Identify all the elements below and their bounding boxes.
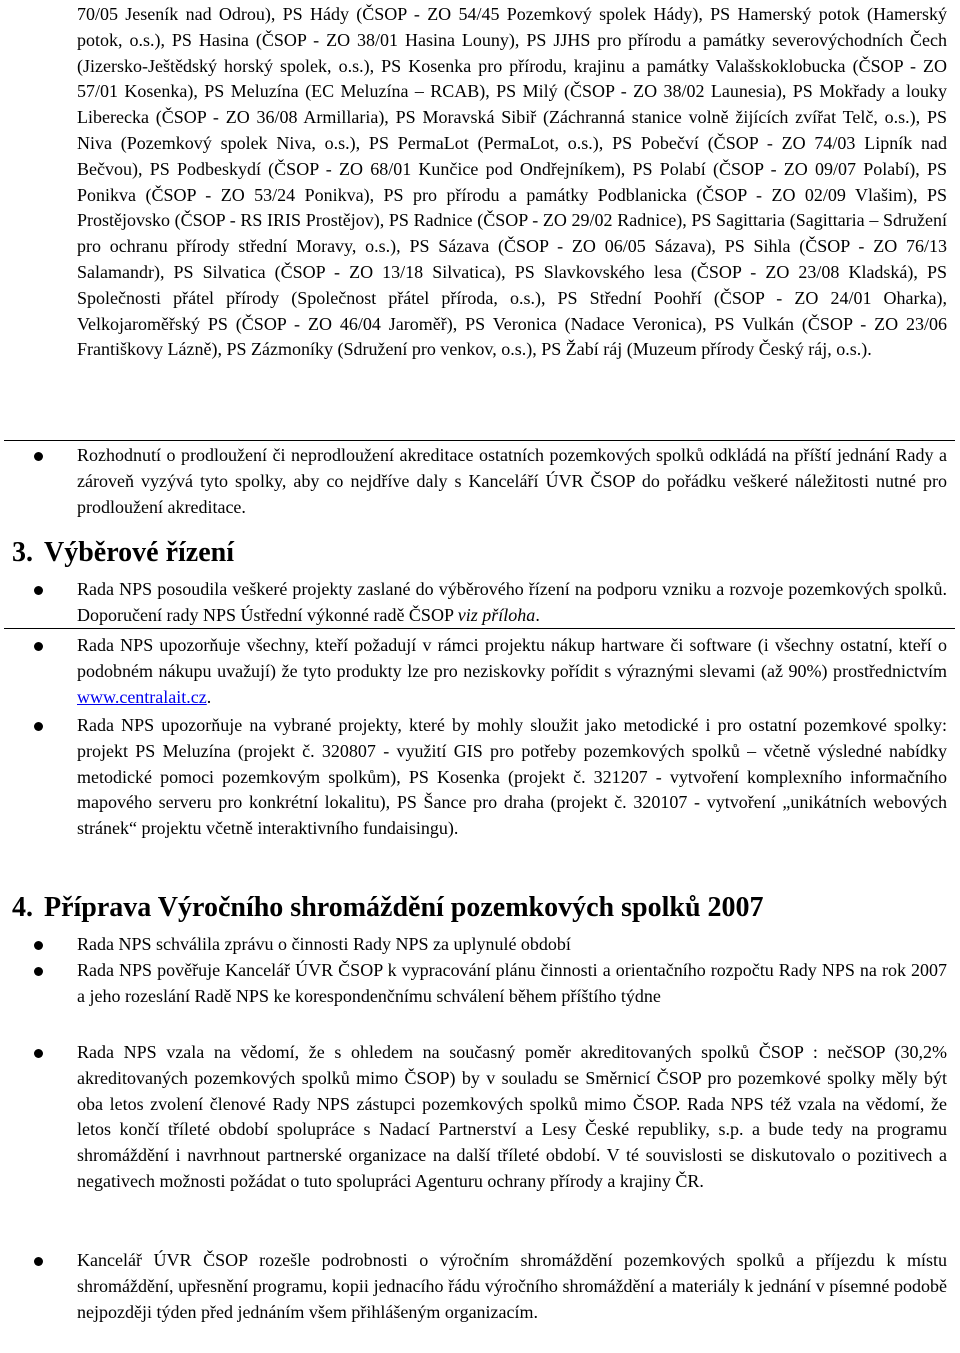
section-4-title: Příprava Výročního shromáždění pozemkových spolků 2007 [44, 892, 764, 923]
s3-b1-italic: viz příloha [457, 604, 536, 625]
s4-bullet-3-text: Rada NPS vzala na vědomí, že s ohledem na současný poměr akreditovaných spolků ČSOP : nečSOP (30,2% akreditovaných pozemkových spolků mimo ČSOP) by v souladu se Směrnicí ČSOP pro pozemkové spolky měly být oba letos zvolení členové Rady NPS zástupci pozemkových spolků mimo ČSOP. Rada NPS též vzala na vědomí, že letos končí tříleté období spolupráce s Nadací Partnerství a Lesy České republiky, s.p. a bude tedy na programu shromáždění i navrhnout partnerské organizace na další tříleté období. V té souvislosti se diskutovalo o pozitivech a negativech možnosti požádat o tuto spolupráci Agenturu ochrany přírody a krajiny ČR. [77, 1042, 947, 1191]
bullet-icon [34, 452, 43, 461]
s3-bullet-2-text [77, 633, 947, 710]
list-item-s4-2 [0, 958, 960, 1010]
list-item-s3-2 [0, 633, 960, 710]
s4-bullet-1-text: Rada NPS schválila zprávu o činnosti Rady NPS za uplynulé období [77, 934, 571, 954]
section-4-heading [12, 892, 764, 924]
s3-bullet-3-text: Rada NPS upozorňuje na vybrané projekty, které by mohly sloužit jako metodické i pro ostatní pozemkové spolky: projekt PS Meluzína (projekt č. 320807 - využití GIS pro potřeby pozemkových spolků – včetně výsledné nabídky metodické pomoci pozemkovým spolkům), PS Kosenka (projekt č. 321207 - vytvoření komplexního informačního mapového serveru pro konkrétní lokalitu), PS Šance pro draha (projekt č. 320107 - vytvoření „unikátních webových stránek“ projektu včetně interaktivního fundaisingu). [77, 715, 947, 839]
section-3-number: 3. [12, 537, 33, 568]
bullet-icon [34, 941, 43, 950]
section-3-title: Výběrové řízení [44, 537, 234, 568]
centralait-link[interactable]: www.centralait.cz [77, 686, 207, 707]
list-item-s3-3 [0, 713, 960, 842]
bullet-icon [34, 1257, 43, 1266]
divider-line [4, 440, 955, 441]
s4-bullet-4-text: Kancelář ÚVR ČSOP rozešle podrobnosti o výročním shromáždění pozemkových spolků a příjezdu k místu shromáždění, upřesnění programu, kopii jednacího řádu výročního shromáždění a materiály k jednání v písemné podobě nejpozději týden před jednáním všem přihlášeným organizacím. [77, 1250, 947, 1322]
bullet-icon [34, 967, 43, 976]
s3-b2-text: Rada NPS upozorňuje všechny, kteří požadují v rámci projektu nákup hartware či software (i všechny ostatní, kteří o podobném nákupu uvažují) že tyto produkty lze pro neziskovky pořídit s výraznými slevami (až 90%) prostřednictvím [77, 635, 947, 681]
list-item-s4-3 [0, 1040, 960, 1195]
divider-line [4, 628, 955, 629]
s3-b1-text: Rada NPS posoudila veškeré projekty zaslané do výběrového řízení na podporu vzniku a rozvoje pozemkových spolků. Doporučení rady NPS Ústřední výkonné radě ČSOP [77, 579, 947, 625]
section-4-number: 4. [12, 892, 33, 923]
section-3-heading [12, 537, 234, 569]
list-item-s4-4 [0, 1248, 960, 1325]
list-item-s4-1 [0, 932, 960, 958]
accredited-list-paragraph: 70/05 Jeseník nad Odrou), PS Hády (ČSOP - ZO 54/45 Pozemkový spolek Hády), PS Hamerský potok (Hamerský potok, o.s.), PS Hasina (ČSOP - ZO 38/01 Hasina Louny), PS JJHS pro přírodu a památky severovýchodních Čech (Jizersko-Ještědský horský spolek, o.s.), PS Kosenka pro přírodu, krajinu a památky Valašskoklobucka (ČSOP - ZO 57/01 Kosenka), PS Meluzína (EC Meluzína – RCAB), PS Milý (ČSOP - ZO 38/02 Launesia), PS Mokřady a louky Liberecka (ČSOP - ZO 36/08 Armillaria), PS Moravská Sibiř (Záchranná stanice volně žijících zvířat Telč, o.s.), PS Niva (Pozemkový spolek Niva, o.s.), PS PermaLot (PermaLot, o.s.), PS Pobečví (ČSOP - ZO 74/03 Lipník nad Bečvou), PS Podbeskydí (ČSOP - ZO 68/01 Kunčice pod Ondřejníkem), PS Polabí (ČSOP - ZO 09/07 Polabí), PS Ponikva (ČSOP - ZO 53/24 Ponikva), PS pro přírodu a památky Podblanicka (ČSOP - ZO 02/09 Vlašim), PS Prostějovsko (ČSOP - RS IRIS Prostějov), PS Radnice (ČSOP - ZO 29/02 Radnice), PS Sagittaria (Sagittaria – Sdružení pro ochranu přírody střední Moravy, o.s.), PS Sázava (ČSOP - ZO 06/05 Sázava), PS Sihla (ČSOP - ZO 76/13 Salamandr), PS Silvatica (ČSOP - ZO 13/18 Silvatica), PS Slavkovského lesa (ČSOP - ZO 23/08 Kladská), PS Společnosti přátel přírody (Společnost přátel příroda, o.s.), PS Střední Poohří (ČSOP - ZO 24/01 Oharka), Velkojaroměřský PS (ČSOP - ZO 46/04 Jaroměř), PS Veronica (Nadace Veronica), PS Vulkán (ČSOP - ZO 23/06 Františkovy Lázně), PS Zázmoníky (Sdružení pro venkov, o.s.), PS Žabí ráj (Muzeum přírody Český ráj, o.s.). [77, 4, 947, 360]
bullet-icon [34, 586, 43, 595]
bullet-icon [34, 722, 43, 731]
list-item-deferral [0, 443, 960, 520]
list-item-s3-1 [0, 577, 960, 629]
s3-bullet-1-text [77, 577, 947, 629]
deferral-text: Rozhodnutí o prodloužení či neprodloužení akreditace ostatních pozemkových spolků odkládá na příští jednání Rady a zároveň vyzývá tyto spolky, aby co nejdříve daly s Kanceláří ÚVR ČSOP do pořádku veškeré náležitosti nutné pro prodloužení akreditace. [77, 445, 947, 517]
s3-b2-end: . [206, 686, 212, 707]
bullet-icon [34, 642, 43, 651]
s4-bullet-2-text: Rada NPS pověřuje Kancelář ÚVR ČSOP k vypracování plánu činnosti a orientačního rozpočtu Rady NPS na rok 2007 a jeho rozeslání Radě NPS ke korespondenčnímu schválení během příštího týdne [77, 960, 947, 1006]
bullet-icon [34, 1049, 43, 1058]
s3-b1-end: . [535, 604, 540, 625]
